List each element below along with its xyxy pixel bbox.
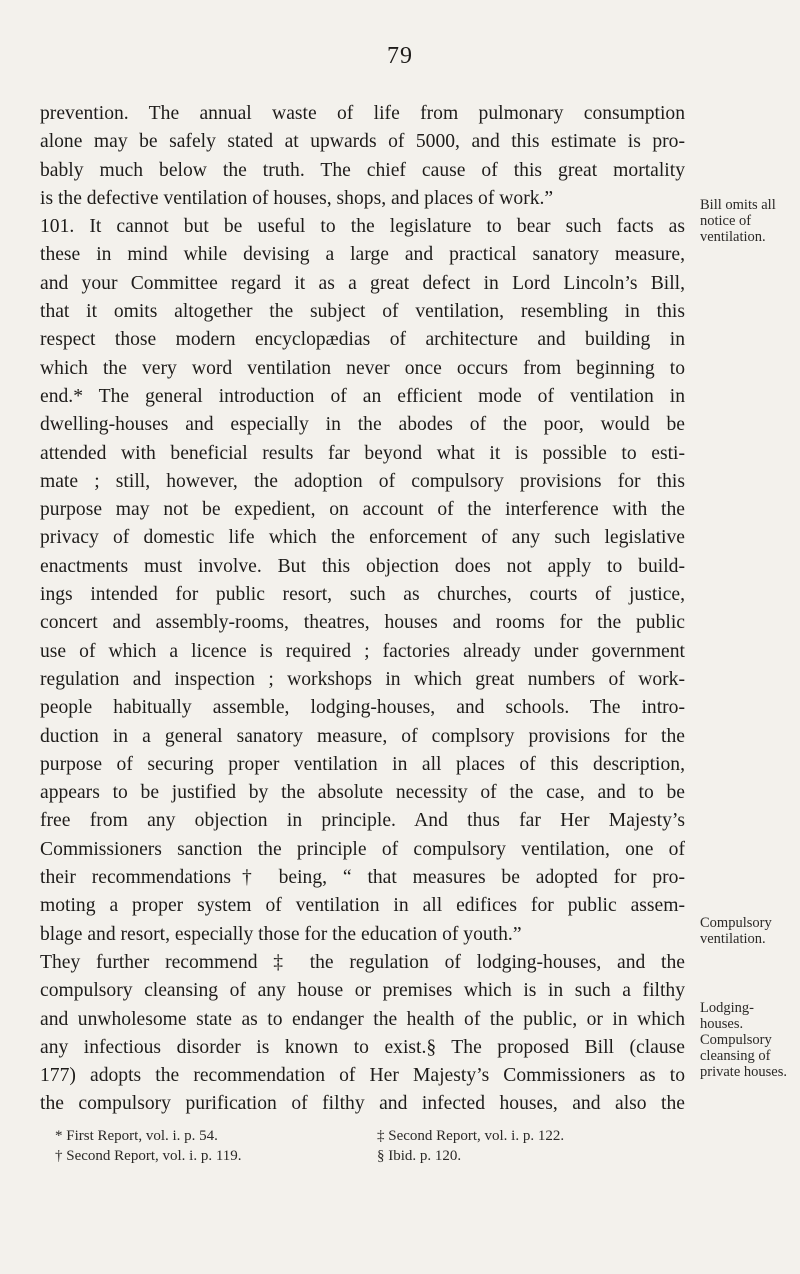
text-line: purpose may not be expedient, on account of the interference with the [40,499,685,521]
footnote-first-report-p54: * First Report, vol. i. p. 54. [55,1128,218,1144]
text-line: compulsory cleansing of any house or premises which is in such a filthy [40,980,685,1002]
footnote-second-report-p119: † Second Report, vol. i. p. 119. [55,1148,242,1164]
text-line: the compulsory purification of filthy and infected houses, and also the [40,1093,685,1115]
footnote-second-report-p122: ‡ Second Report, vol. i. p. 122. [377,1128,565,1144]
text-line: and your Committee regard it as a great defect in Lord Lincoln’s Bill, [40,272,685,294]
text-line: respect those modern encyclopædias of architecture and building in [40,329,685,351]
text-line: end.* The general introduction of an efficient mode of ventilation in [40,385,685,407]
text-line: regulation and inspection ; workshops in which great numbers of work- [40,668,685,690]
text-line: appears to be justified by the absolute necessity of the case, and to be [40,782,685,804]
text-line: free from any objection in principle. And thus far Her Majesty’s [40,810,685,832]
text-line: 177) adopts the recommendation of Her Majesty’s Commissioners as to [40,1065,685,1087]
sidenote-line: ventilation. [700,931,766,947]
text-line: any infectious disorder is known to exist.§ The proposed Bill (clause [40,1036,685,1058]
text-line: people habitually assemble, lodging-houses, and schools. The intro- [40,697,685,719]
text-line: their recommendations† being, “ that measures be adopted for pro- [40,867,685,889]
text-line: these in mind while devising a large and practical sanatory measure, [40,244,685,266]
sidenote-line: notice of [700,213,752,229]
text-line: Commissioners sanction the principle of compulsory ventilation, one of [40,838,685,860]
text-line: ings intended for public resort, such as churches, courts of justice, [40,584,685,606]
footnote-ibid-p120: § Ibid. p. 120. [377,1148,462,1164]
text-line: use of which a licence is required ; factories already under government [40,640,685,662]
text-line: bably much below the truth. The chief cause of this great mortality [40,159,685,181]
text-line: attended with beneficial results far beyond what it is possible to esti- [40,442,685,464]
text-line: 101. It cannot but be useful to the legislature to bear such facts as [40,216,685,238]
sidenote-line: Compulsory [700,1032,772,1048]
text-line: They further recommend ‡ the regulation of lodging-houses, and the [40,951,685,973]
text-line: that it omits altogether the subject of ventilation, resembling in this [40,301,685,323]
text-line: concert and assembly-rooms, theatres, houses and rooms for the public [40,612,685,634]
text-line: and unwholesome state as to endanger the health of the public, or in which [40,1008,685,1030]
sidenote-line: ventilation. [700,229,766,245]
text-line: enactments must involve. But this objection does not apply to build- [40,555,685,577]
sidenote-ventilation-omitted [700,197,800,245]
text-line: which the very word ventilation never once occurs from beginning to [40,357,685,379]
sidenote-line: Bill omits all [700,197,776,213]
footnote-row [55,1146,755,1166]
footnote-row [55,1126,755,1146]
body-text [40,100,685,1119]
text-line: duction in a general sanatory measure, of complsory provisions for the [40,725,685,747]
footnotes [55,1126,755,1166]
text-line: alone may be safely stated at upwards of 5000, and this estimate is pro- [40,131,685,153]
text-line: purpose of securing proper ventilation in all places of this description, [40,753,685,775]
sidenote-compulsory-ventilation [700,915,800,947]
text-line: blage and resort, especially those for the education of youth.” [40,923,522,945]
page-number: 79 [387,43,413,69]
sidenote-line: cleansing of [700,1048,771,1064]
sidenote-line: Compulsory [700,915,772,931]
text-line: prevention. The annual waste of life from pulmonary consumption [40,103,685,124]
text-line: mate ; still, however, the adoption of compulsory provisions for this [40,470,685,492]
text-line: moting a proper system of ventilation in all edifices for public assem- [40,895,685,917]
sidenote-line: houses. [700,1016,744,1032]
text-line: dwelling-houses and especially in the abodes of the poor, would be [40,414,685,436]
sidenote-line: Lodging- [700,1000,754,1016]
text-line: privacy of domestic life which the enforcement of any such legislative [40,527,685,549]
sidenote-lodging-houses [700,1000,800,1080]
sidenote-line: private houses. [700,1064,787,1080]
text-line: is the defective ventilation of houses, shops, and places of work.” [40,187,554,209]
